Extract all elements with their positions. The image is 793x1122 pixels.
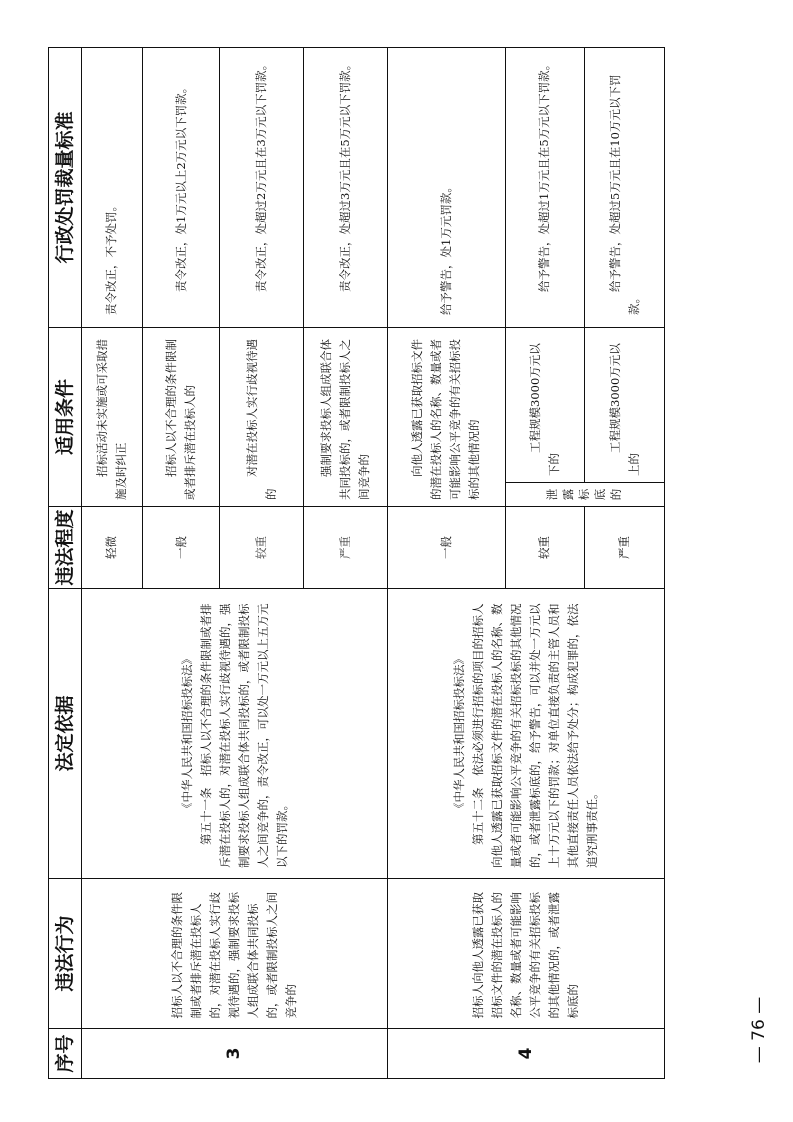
header-standard: 行政处罚裁量标准 <box>49 47 82 327</box>
standard-cell: 责令改正，处超过2万元且在3万元以下罚款。 <box>220 47 304 327</box>
table-row <box>388 47 505 1078</box>
penalty-table <box>48 47 665 1079</box>
row-number: 4 <box>388 1029 665 1079</box>
page-number <box>742 990 782 1080</box>
rotated-table-wrapper <box>48 48 665 1079</box>
sub-label-cell <box>505 483 664 507</box>
degree-cell: 一般 <box>142 507 220 589</box>
header-degree: 违法程度 <box>49 507 82 589</box>
condition-cell: 向他人透露已获取招标文件的潜在投标人的名称、数量或者可能影响公平竞争的有关招标投标的其他情况的 <box>388 327 505 506</box>
degree-cell: 严重 <box>304 507 388 589</box>
condition-cell: 对潜在投标人实行歧视待遇的 <box>220 327 304 506</box>
basis-title: 《中华人民共和国招标投标法》 <box>179 653 194 814</box>
standard-cell: 责令改正，处1万元以上2万元以下罚款。 <box>142 47 220 327</box>
standard-cell: 给予警告，处1万元罚款。 <box>388 47 505 327</box>
behavior-cell <box>388 879 665 1029</box>
basis-body: 第五十二条 依法必须进行招标的项目的招标人向他人透露已获取招标文件的潜在投标人的名称、数量或者可能影响公平竞争的有关招标投标的其他情况的，或者泄露标底的，给予警告，可以并处一万元以上十万元以下的罚款；对单位直接负责的主管人员和其他直接责任人员依法给予处分；构成犯罪的，依法追究刑事责任。 <box>471 603 600 868</box>
basis-body: 第五十一条 招标人以不合理的条件限制或者排斥潜在投标人的，对潜在投标人实行歧视待遇的，强制要求投标人组成联合体共同投标的，或者限制投标人之间竞争的，责令改正，可以处一万元以上五万元以下的罚款。 <box>198 603 289 868</box>
behavior-text: 招标人向他人透露已获取招标文件的潜在投标人的名称、数量或者可能影响公平竞争的有关招标投标的其他情况的，或者泄露标底的 <box>471 892 581 1019</box>
basis-cell <box>388 589 665 879</box>
row-number: 3 <box>82 1029 388 1079</box>
header-basis: 法定依据 <box>49 589 82 879</box>
header-row <box>49 47 82 1078</box>
degree-cell: 严重 <box>585 507 665 589</box>
condition-cell: 强制要求投标人组成联合体共同投标的，或者限制投标人之间竞争的 <box>304 327 388 506</box>
degree-cell: 轻微 <box>82 507 143 589</box>
degree-cell: 较重 <box>505 507 585 589</box>
header-no: 序号 <box>49 1029 82 1079</box>
standard-cell: 给予警告，处超过1万元且在5万元以下罚款。 <box>505 47 585 327</box>
behavior-cell <box>82 879 388 1029</box>
standard-cell: 责令改正，不予处罚。 <box>82 47 143 327</box>
condition-cell: 招标活动未实施或可采取措施及时纠正 <box>82 327 143 506</box>
standard-cell: 给予警告，处超过5万元且在10万元以下罚款。 <box>585 47 665 327</box>
header-condition: 适用条件 <box>49 327 82 506</box>
condition-cell: 工程规模3000万元以下的 <box>505 327 585 482</box>
degree-cell: 一般 <box>388 507 505 589</box>
basis-title: 《中华人民共和国招标投标法》 <box>452 653 467 814</box>
page-number-text: — 76 — <box>749 996 769 1064</box>
condition-cell: 工程规模3000万元以上的 <box>585 327 665 482</box>
condition-cell: 招标人以不合理的条件限制或者排斥潜在投标人的 <box>142 327 220 506</box>
standard-cell: 责令改正，处超过3万元且在5万元以下罚款。 <box>304 47 388 327</box>
degree-cell: 较重 <box>220 507 304 589</box>
table-row <box>82 47 143 1078</box>
basis-cell <box>82 589 388 879</box>
header-behavior: 违法行为 <box>49 879 82 1029</box>
behavior-text: 招标人以不合理的条件限制或者排斥潜在投标人的，对潜在投标人实行歧视待遇的，强制要求投标人组成联合体共同投标的，或者限制投标人之间竞争的 <box>170 892 299 1019</box>
sub-label: 泄露标底的 <box>544 488 623 501</box>
